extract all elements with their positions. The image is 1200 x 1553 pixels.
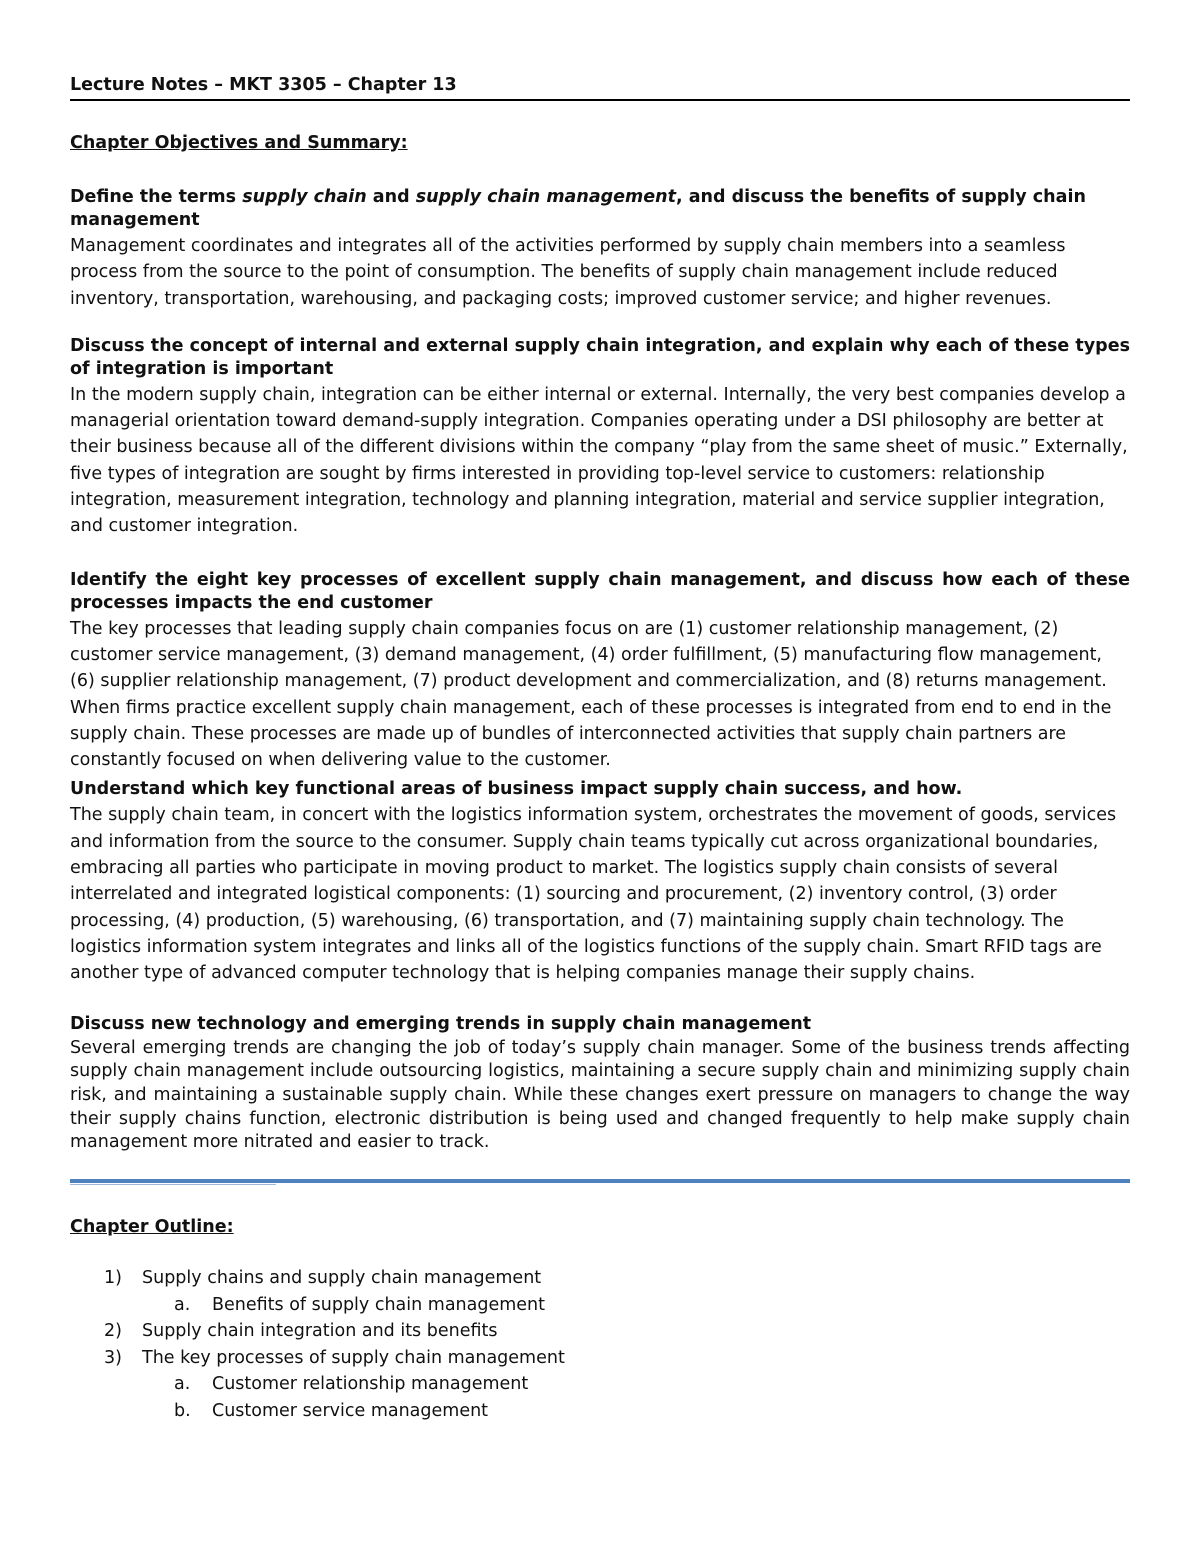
outline-text: Customer service management bbox=[212, 1400, 489, 1421]
outline-text: Supply chains and supply chain management bbox=[142, 1268, 542, 1289]
section-4 bbox=[70, 778, 1130, 986]
section-heading: Understand which key functional areas of business impact supply chain success, and how. bbox=[70, 779, 963, 800]
section-3 bbox=[70, 569, 1130, 774]
section-divider bbox=[70, 1177, 1130, 1185]
outline-number: 1) bbox=[104, 1268, 122, 1289]
outline-subitem bbox=[70, 1292, 1130, 1319]
outline-text: The key processes of supply chain management bbox=[142, 1347, 565, 1368]
section-2 bbox=[70, 335, 1130, 540]
chapter-outline bbox=[70, 1265, 1130, 1424]
section-body: Management coordinates and integrates all of the activities performed by supply chain members into a seamless process from the source to the point of consumption. The benefits of supply chain management include reduced inventory, transportation, warehousing, and packaging costs; improved customer service; and higher revenues. bbox=[70, 236, 1066, 309]
section-body: In the modern supply chain, integration can be either internal or external. Internally, the very best companies develop a managerial orientation toward demand-supply integration. Companies operating under a DSI philosophy are better at their business because all of the different divisions within the company “play from the same sheet of music.” Externally, five types of integration are sought by firms interested in providing top-level service to customers: relationship integration, measurement integration, technology and planning integration, material and service supplier integration, and customer integration. bbox=[70, 384, 1128, 537]
section-body: The key processes that leading supply chain companies focus on are (1) customer relationship management, (2) customer service management, (3) demand management, (4) order fulfillment, (5) manufacturing flow management, (6) supplier relationship management, (7) product development and commercialization, and (8) returns management. When firms practice excellent supply chain management, each of these processes is integrated from end to end in the supply chain. These processes are made up of bundles of interconnected activities that supply chain partners are constantly focused on when delivering value to the customer. bbox=[70, 618, 1112, 771]
outline-letter: b. bbox=[174, 1400, 191, 1421]
section-5 bbox=[70, 1013, 1130, 1156]
outline-letter: a. bbox=[174, 1294, 191, 1315]
section-heading: Discuss new technology and emerging trends in supply chain management bbox=[70, 1013, 812, 1034]
outline-text: Benefits of supply chain management bbox=[212, 1294, 546, 1315]
outline-item bbox=[70, 1345, 1130, 1372]
section-heading: Identify the eight key processes of excellent supply chain management, and discuss how each of these processes impacts the end customer bbox=[70, 569, 1130, 613]
document-page bbox=[70, 72, 1130, 1424]
outline-item bbox=[70, 1318, 1130, 1345]
section-body: Several emerging trends are changing the job of today’s supply chain manager. Some of the business trends affecting supply chain management include outsourcing logistics, maintaining a secure supply chain and minimizing supply chain risk, and maintaining a sustainable supply chain. While these changes exert pressure on managers to change the way their supply chains function, electronic distribution is being used and changed frequently to help make supply chain management more nitrated and easier to track. bbox=[70, 1037, 1130, 1153]
section-body: The supply chain team, in concert with the logistics information system, orchestrates the movement of goods, services and information from the source to the consumer. Supply chain teams typically cut across organizational boundaries, embracing all parties who participate in moving product to market. The logistics supply chain consists of several interrelated and integrated logistical components: (1) sourcing and procurement, (2) inventory control, (3) order processing, (4) production, (5) warehousing, (6) transportation, and (7) maintaining supply chain technology. The logistics information system integrates and links all of the logistics functions of the supply chain. Smart RFID tags are another type of advanced computer technology that is helping companies manage their supply chains. bbox=[70, 805, 1117, 984]
objectives-title: Chapter Objectives and Summary: bbox=[70, 133, 408, 153]
outline-text: Supply chain integration and its benefits bbox=[142, 1321, 498, 1342]
outline-title: Chapter Outline: bbox=[70, 1217, 234, 1238]
outline-item bbox=[70, 1265, 1130, 1292]
outline-number: 3) bbox=[104, 1347, 122, 1368]
outline-number: 2) bbox=[104, 1321, 122, 1342]
divider-shadow bbox=[70, 1184, 276, 1185]
divider-bar bbox=[70, 1179, 1130, 1183]
section-1 bbox=[70, 186, 1130, 312]
outline-subitem bbox=[70, 1371, 1130, 1398]
section-heading: Discuss the concept of internal and external supply chain integration, and explain why each of these types of integration is important bbox=[70, 335, 1130, 379]
outline-text: Customer relationship management bbox=[212, 1374, 529, 1395]
section-heading: Define the terms supply chain and supply chain management, and discuss the benefits of supply chain management bbox=[70, 187, 1086, 230]
outline-letter: a. bbox=[174, 1374, 191, 1395]
page-header: Lecture Notes – MKT 3305 – Chapter 13 bbox=[70, 72, 1130, 101]
outline-subitem bbox=[70, 1398, 1130, 1425]
